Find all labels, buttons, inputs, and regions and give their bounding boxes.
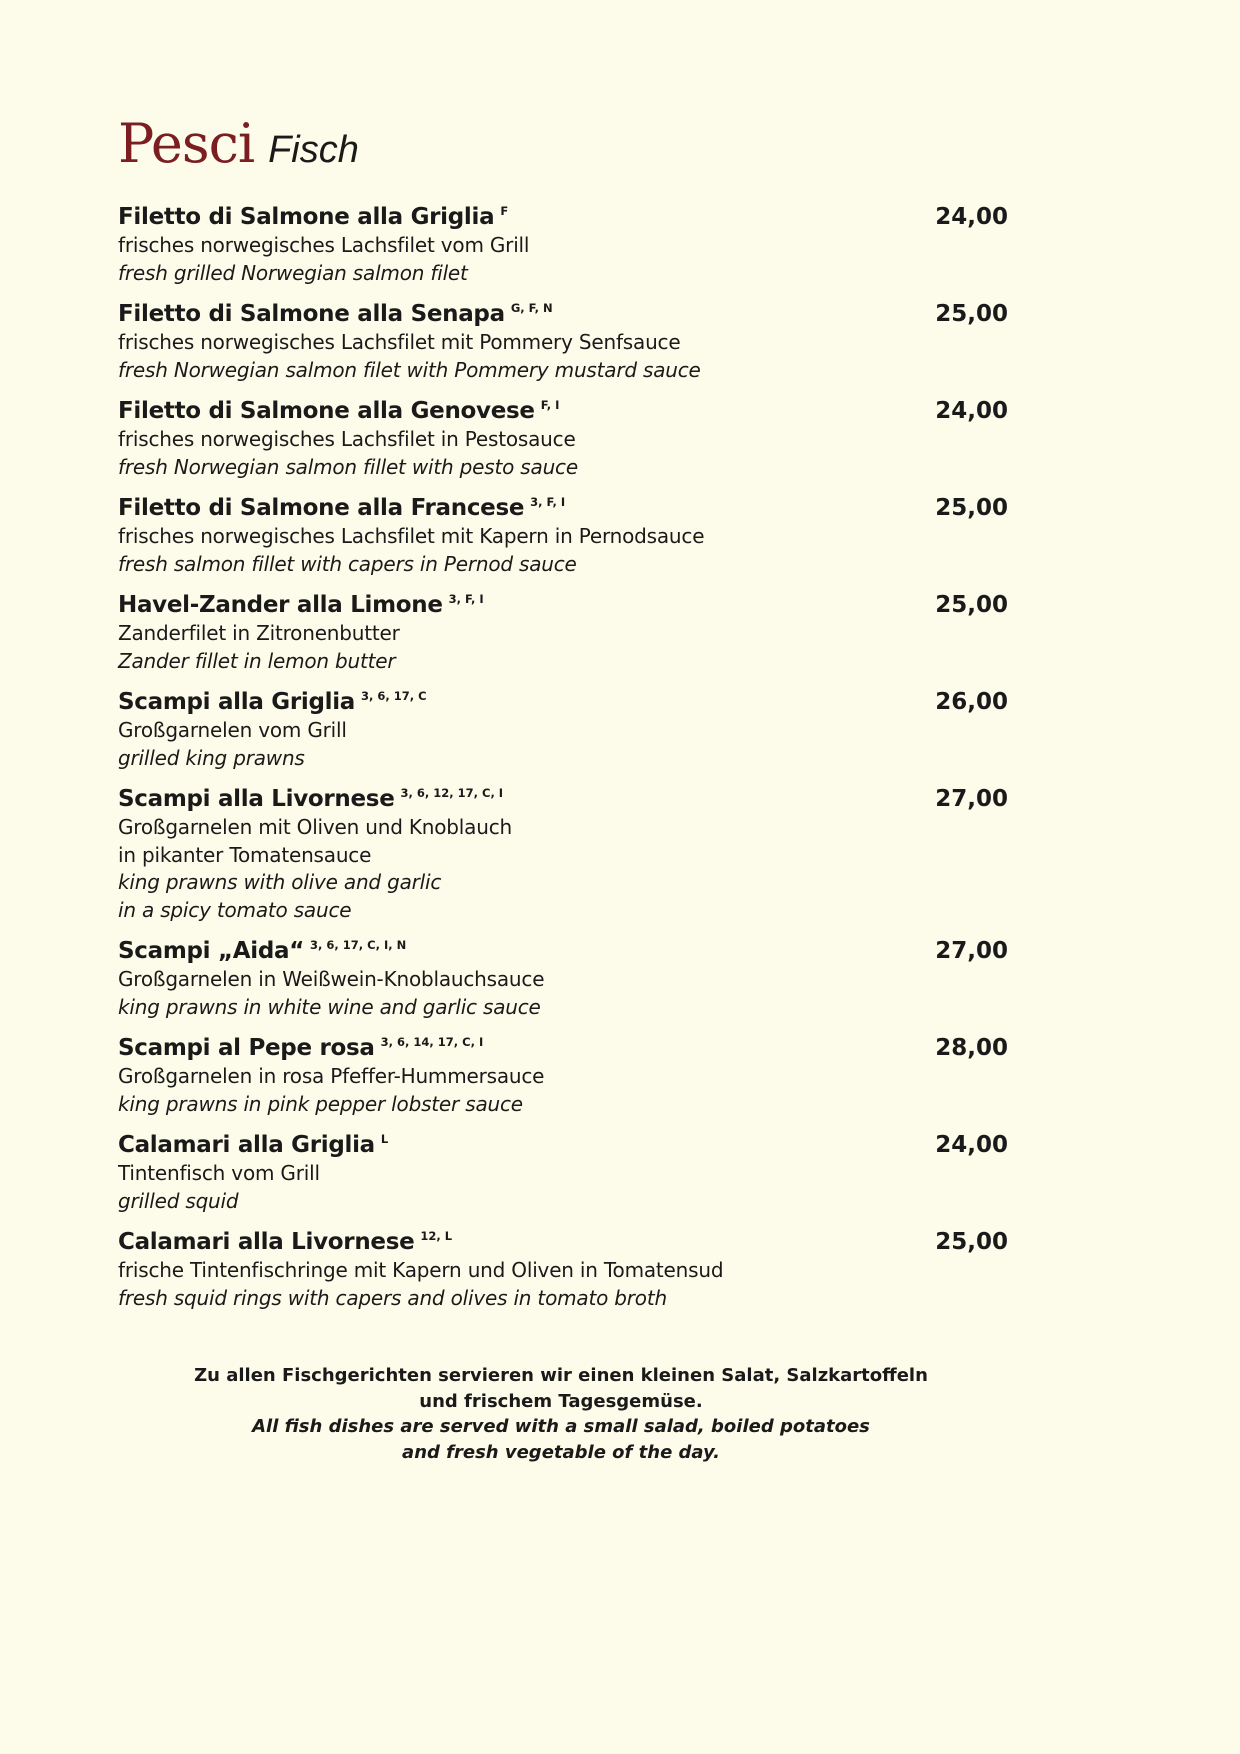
dish-description-de: frisches norwegisches Lachsfilet in Pestosauce xyxy=(118,427,576,451)
dish-description-en: fresh squid rings with capers and olives in tomato broth xyxy=(118,1285,667,1310)
menu-item xyxy=(118,1130,1008,1215)
menu-item xyxy=(118,396,1008,481)
dish-description-en: king prawns in white wine and garlic sauce xyxy=(118,994,541,1019)
dish-allergens: 3, F, I xyxy=(448,592,484,606)
dish-description-de: Großgarnelen in Weißwein-Knoblauchsauce xyxy=(118,967,545,991)
dish-description-de: in pikanter Tomatensauce xyxy=(118,842,372,867)
dish-price: 25,00 xyxy=(935,301,1008,327)
menu-item xyxy=(118,202,1008,287)
menu-item xyxy=(118,1033,1008,1118)
dish-name: Calamari alla Livornese xyxy=(118,1229,415,1255)
dish-name: Filetto di Salmone alla Griglia xyxy=(118,204,495,230)
dish-description-en: in a spicy tomato sauce xyxy=(118,897,352,922)
dish-description-de: frisches norwegisches Lachsfilet mit Kapern in Pernodsauce xyxy=(118,524,705,548)
dish-allergens: 12, L xyxy=(420,1229,453,1243)
dish-name: Scampi alla Griglia xyxy=(118,689,356,715)
heading-italian: Pesci xyxy=(118,112,255,175)
dish-allergens: 3, 6, 14, 17, C, I xyxy=(380,1035,484,1049)
dish-price: 27,00 xyxy=(935,938,1008,964)
footer-de-line-2: und frischem Tagesgemüse. xyxy=(419,1390,703,1412)
menu-item-title-line xyxy=(118,299,1008,329)
footer-de-line-1: Zu allen Fischgerichten servieren wir einen kleinen Salat, Salzkartoffeln xyxy=(194,1365,928,1386)
dish-description-en: fresh Norwegian salmon fillet with pesto sauce xyxy=(118,454,578,479)
menu-item-title-line xyxy=(118,396,1008,426)
dish-name: Filetto di Salmone alla Genovese xyxy=(118,398,535,424)
dish-allergens: 3, 6, 12, 17, C, I xyxy=(400,786,504,800)
dish-price: 24,00 xyxy=(935,398,1008,424)
dish-price: 25,00 xyxy=(935,592,1008,618)
footer-note xyxy=(0,1363,1122,1465)
menu-item xyxy=(118,1227,1008,1312)
dish-description-de: Großgarnelen in rosa Pfeffer-Hummersauce xyxy=(118,1064,545,1088)
dish-description-de: Tintenfisch vom Grill xyxy=(118,1161,320,1185)
menu-item xyxy=(118,493,1008,578)
dish-price: 25,00 xyxy=(935,1229,1008,1255)
dish-description-de: frische Tintenfischringe mit Kapern und Oliven in Tomatensud xyxy=(118,1258,724,1282)
dish-name: Havel-Zander alla Limone xyxy=(118,592,443,618)
footer-en-line-2: and fresh vegetable of the day. xyxy=(402,1441,720,1463)
menu-item xyxy=(118,299,1008,384)
dish-allergens: L xyxy=(380,1132,389,1146)
menu-item xyxy=(118,590,1008,675)
menu-item-title-line xyxy=(118,590,1008,620)
menu-item-title-line xyxy=(118,1033,1008,1063)
dish-allergens: F, I xyxy=(540,398,560,412)
dish-description-en: fresh salmon fillet with capers in Pernod sauce xyxy=(118,551,577,576)
dish-description-de: frisches norwegisches Lachsfilet vom Grill xyxy=(118,233,530,257)
dish-allergens: 3, 6, 17, C, I, N xyxy=(310,938,407,952)
dish-description-de: Großgarnelen vom Grill xyxy=(118,718,347,742)
menu-item-title-line xyxy=(118,1130,1008,1160)
dish-price: 27,00 xyxy=(935,786,1008,812)
dish-description-en: king prawns in pink pepper lobster sauce xyxy=(118,1091,523,1116)
dish-description-de: Zanderfilet in Zitronenbutter xyxy=(118,621,400,645)
footer-en-line-1: All fish dishes are served with a small salad, boiled potatoes xyxy=(252,1416,870,1437)
menu-item-title-line xyxy=(118,493,1008,523)
menu-list xyxy=(118,202,1008,1324)
menu-item-title-line xyxy=(118,936,1008,966)
dish-price: 24,00 xyxy=(935,204,1008,230)
dish-allergens: G, F, N xyxy=(510,301,553,315)
menu-item-title-line xyxy=(118,784,1008,814)
page-heading xyxy=(118,112,359,175)
dish-name: Filetto di Salmone alla Francese xyxy=(118,495,525,521)
dish-allergens: 3, F, I xyxy=(530,495,566,509)
dish-description-de: Großgarnelen mit Oliven und Knoblauch xyxy=(118,815,512,839)
dish-name: Scampi al Pepe rosa xyxy=(118,1035,375,1061)
dish-allergens: F xyxy=(500,204,509,218)
dish-price: 24,00 xyxy=(935,1132,1008,1158)
dish-allergens: 3, 6, 17, C xyxy=(361,689,427,703)
menu-item xyxy=(118,936,1008,1021)
dish-description-en: grilled king prawns xyxy=(118,745,305,770)
dish-name: Scampi „Aida“ xyxy=(118,938,305,964)
dish-price: 25,00 xyxy=(935,495,1008,521)
dish-description-en: grilled squid xyxy=(118,1188,239,1213)
dish-description-en: fresh grilled Norwegian salmon filet xyxy=(118,260,468,285)
dish-price: 28,00 xyxy=(935,1035,1008,1061)
dish-name: Scampi alla Livornese xyxy=(118,786,395,812)
heading-german: Fisch xyxy=(268,129,359,171)
menu-item-title-line xyxy=(118,687,1008,717)
dish-price: 26,00 xyxy=(935,689,1008,715)
dish-description-en: Zander fillet in lemon butter xyxy=(118,648,396,673)
dish-description-en: fresh Norwegian salmon filet with Pommery mustard sauce xyxy=(118,357,701,382)
dish-name: Calamari alla Griglia xyxy=(118,1132,375,1158)
menu-item xyxy=(118,687,1008,772)
menu-item-title-line xyxy=(118,202,1008,232)
menu-item xyxy=(118,784,1008,924)
dish-description-de: frisches norwegisches Lachsfilet mit Pommery Senfsauce xyxy=(118,330,681,354)
dish-description-en: king prawns with olive and garlic xyxy=(118,870,442,894)
dish-name: Filetto di Salmone alla Senapa xyxy=(118,301,505,327)
menu-item-title-line xyxy=(118,1227,1008,1257)
